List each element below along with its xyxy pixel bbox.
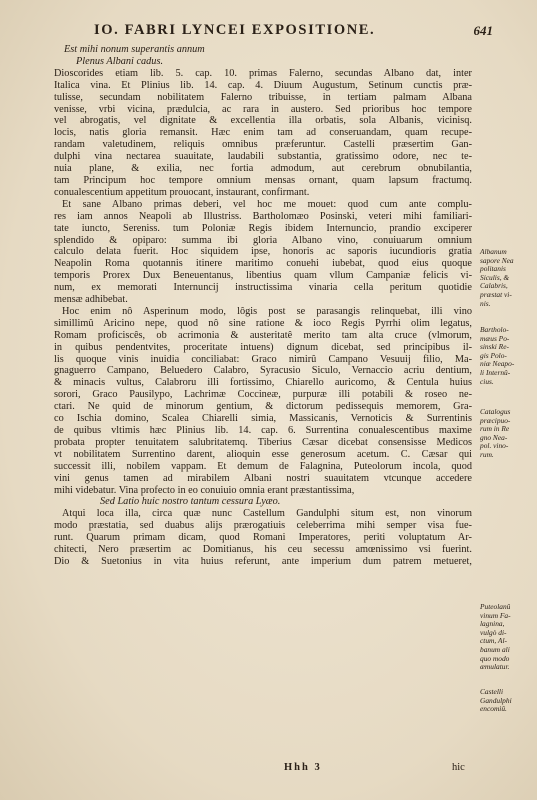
text-line: simillimû Aricino nepe, quod nô sine ratione & ioco Regis Pyrrhi olim legatus,	[54, 317, 472, 329]
text-line: co Ischia domino, Scalea Chiarelli simia, Massicanis, Vernoticis & Surrentinis	[54, 413, 472, 425]
text-line: randam valetudinem, reliquis omnibus præferuntur. Castelli præsertim Gan-	[54, 139, 472, 151]
text-line: venisse, vrbi vicina, prædulcia, ac rara in austero. Sed prioribus hoc tempore	[54, 103, 472, 115]
text-line: vt nobilitatem Surrentino darent, alioquin esse generosum acetum. C. Cæsar qui	[54, 448, 472, 460]
text-line: de quibus vltimis hæc Plinius lib. 14. cap. 6. Surrentina conualescentibus maxime	[54, 425, 472, 436]
text-line: Atqui loca illa, circa quæ nunc Castellum Gandulphi situm est, non vinorum	[62, 508, 472, 520]
margin-note: Puteolanû vinum Fa- lagnina, vulgò di- ctum, Al- banum ali quo modo æmulatur.	[480, 602, 511, 672]
text-line: Dioscorides etiam lib. 5. cap. 10. primas Falerno, secundas Albano dat, inter	[54, 67, 472, 79]
margin-note: Albanum sapore Nea politanis Siculis, & Calabris, præstat vi- nis.	[480, 247, 514, 308]
text-line: mensæ adhibebat.	[54, 294, 128, 306]
text-line: Et sane Albano primas deberi, vel hoc me mouet: quod cum ante complu-	[62, 198, 472, 210]
text-line: tate iuncto, Sereniss. tum Poloniæ Regis ibidem Internuncio, prandio exciperer	[54, 222, 472, 234]
text-line: ctari. Ne quid de minorum gentium, & dictorum pedissequis memorem, Gra-	[54, 401, 472, 413]
text-line: Neapolin Roma quotannis itinere maritimo conuehi iubebat, quod eius quoque	[54, 258, 472, 270]
text-line: in quibus pendentvites, proceritate intuens) dignum dicebat, sed principibus il-	[54, 341, 472, 353]
text-line: temporis Prorex Dux Beneuentanus, libentius quam vllum Campaniæ felicis vi-	[54, 270, 472, 282]
text-line: runt. Quarum primam dicam, quod Romani Imperatores, periti voluptatum Ar-	[54, 532, 472, 544]
text-line: tulisse, secundam nobilitatem Falerno tribuisse, in tertiam palmam Albana	[54, 91, 472, 103]
text-line: Romam proficiscês, ob acrimonia & austeritatê merito tam alta cruce (vlmorum,	[54, 329, 472, 341]
page-number: 641	[473, 23, 493, 38]
catchword: hic	[452, 762, 465, 773]
text-line: gnaguerro Campano, Beluedero Calabro, Syracusio Siculo, Vernaccio acriu dentium,	[54, 365, 472, 377]
text-line: mihi videbatur. Vina profecto in eo conuiuio omnia erant præstantissima,	[54, 484, 355, 496]
text-line: splendido & opiparo: summa ibi gloria Albano vino, conuiuarum omnium	[54, 234, 472, 246]
margin-note: Bartholo- mæus Po- sinski Re- gis Polo- niæ Neapo- li Internû- cius.	[480, 325, 515, 386]
margin-note: Castelli Gandulphi encomiû.	[480, 687, 512, 714]
text-line: Italica vina. Et Plinius lib. 14. cap. 4. Diuum Augustum, Setinum cunctis præ-	[54, 79, 472, 91]
page-footer	[0, 762, 537, 776]
running-title: IO. FABRI LYNCEI EXPOSITIONE.	[94, 22, 376, 38]
text-line: conualescentium appetitum prouocant, instaurant, confirmant.	[54, 186, 310, 198]
verse-line: Plenus Albani cadus.	[76, 55, 164, 67]
text-line: modo præstatia, sed duabus alijs prærogatiuis celeberrima mihi semper visa fue-	[54, 520, 472, 532]
verse-line: Sed Latio huic nostro tantum cessura Lyæo.	[100, 496, 281, 508]
verse-line: Est mihi nonum superantis annum	[64, 44, 205, 55]
text-line: vel abrogatis, vel dignitate & excellentia illa orbatis, sola Albanis, vicinisq.	[54, 115, 472, 127]
text-line: num, ex memorati Internuncij instructissima vinaria cella peritum quotidie	[54, 282, 472, 294]
text-line: & minacis vultus, Calabroru illi fortissimo, Chiarello auricomo, & Centula huius	[54, 377, 472, 389]
margin-notes	[480, 0, 534, 800]
text-line: locis, natis gloria remansit. Hæc enim tam ad conseruandam, quam recupe-	[54, 127, 472, 139]
text-line: chitecti, Nero præsertim ac Domitianus, his ceu secessu amœnissimo vsi fuerint.	[54, 544, 472, 556]
text-line: calculo delata fuerit. Hoc siquidem ipse, honoris ac saporis iucundioris gratia	[54, 246, 472, 258]
text-line: nuia plane, & exilia, nec fortia admodum, aut cerebrum obnubilantia,	[54, 163, 472, 175]
text-line: res iam annos Neapoli ab Illustriss. Bartholomæo Posinski, veteri mihi familiari-	[54, 210, 472, 222]
text-line: vini genus tamen ad mirabilem Albani nostri suauitatem vtcunque accedere	[54, 472, 472, 484]
text-line: tam Principum hoc tempore omnium mensas ornant, quam lapsum fractumq.	[54, 174, 472, 186]
text-line: successit illi, nobilem vappam. Et demum de Falagnina, Puteolorum incola, quod	[54, 460, 472, 472]
signature-mark: Hhh 3	[284, 762, 322, 773]
text-line: Hoc enim nô Asperinum modo, lôgis post se parasangis relinquebat, illi vino	[62, 305, 472, 317]
text-line: lis quoque vinis inuidia conciliabat: Graco nimirû Campano Vesuuij filio, Ma-	[54, 353, 472, 365]
text-line: sorori, Graco Pausilypo, Lachrimæ Coccineæ, purpuræ illi potabili & roseo ne-	[54, 389, 472, 401]
text-line: Dio & Suetonius in vita huius referunt, ante imperium dum patrem metueret,	[54, 555, 472, 567]
body-text	[54, 44, 472, 568]
text-line: dulphi vina nectarea suauitate, laudabili substantia, gratissimo odore, nec te-	[54, 151, 472, 163]
page-header	[0, 22, 537, 42]
text-line: probata propter tenuitatem salubritatemq. Tiberius Cæsar dicebat consensisse Medicos	[54, 436, 472, 448]
margin-note: Catalogus præcipuo- rum in Re gno Nea- pol. vino- rum.	[480, 407, 511, 459]
